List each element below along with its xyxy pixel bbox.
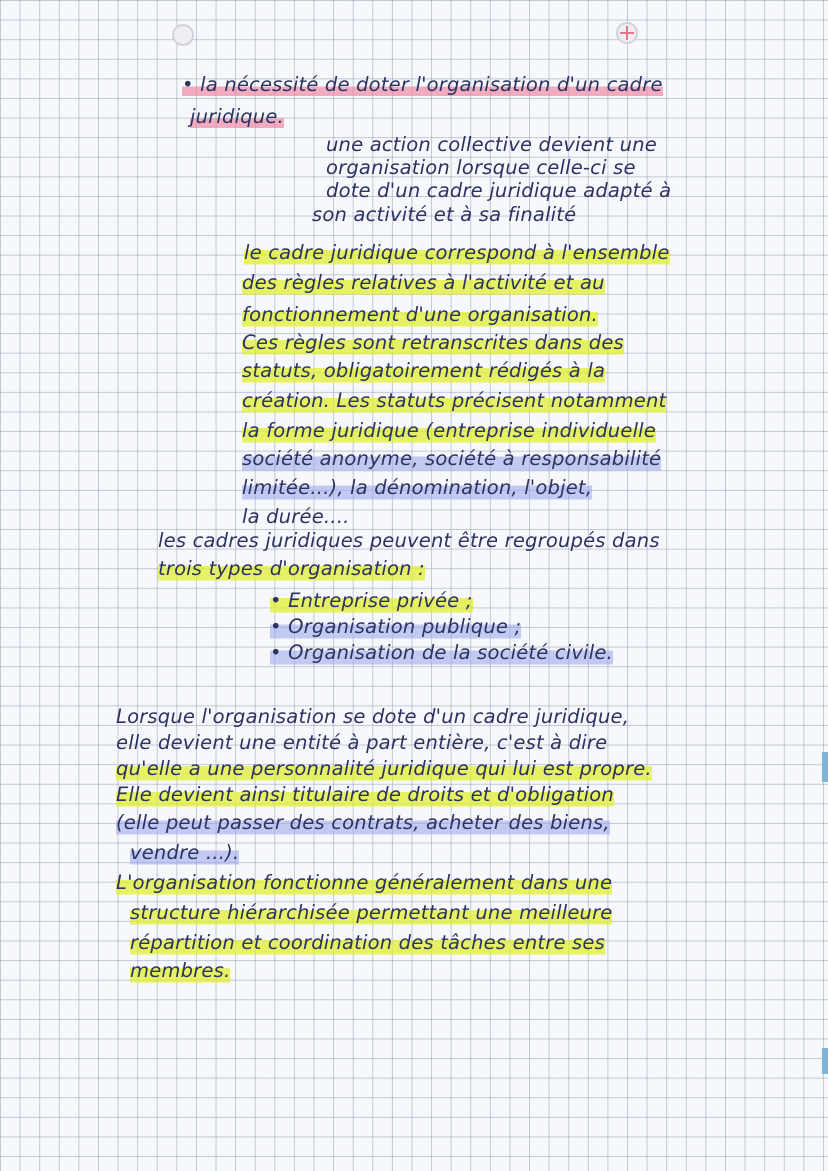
section-heading: • la nécessité de doter l'organisation d'un cadre — [182, 73, 663, 96]
text-line: la forme juridique (entreprise individuelle — [242, 419, 656, 442]
punch-hole — [172, 24, 194, 46]
list-item: • Entreprise privée ; — [270, 589, 473, 612]
page-edge-tab — [822, 752, 828, 782]
text-line: la durée.... — [242, 505, 350, 528]
text-line: structure hiérarchisée permettant une meilleure — [130, 901, 613, 924]
text-line: elle devient une entité à part entière, c'est à dire — [116, 731, 608, 754]
text-line: création. Les statuts précisent notamment — [242, 389, 667, 412]
text-line: limitée...), la dénomination, l'objet, — [242, 476, 593, 499]
text-line: Lorsque l'organisation se dote d'un cadre juridique, — [116, 705, 630, 728]
text-line: vendre ...). — [130, 841, 240, 864]
punch-hole-marked — [616, 22, 638, 44]
text-line: membres. — [130, 959, 231, 982]
text-line: Ces règles sont retranscrites dans des — [242, 331, 624, 354]
text-line: des règles relatives à l'activité et au — [242, 271, 605, 294]
page-edge-tab — [822, 1048, 828, 1074]
text-line: dote d'un cadre juridique adapté à — [326, 179, 672, 202]
text-line: fonctionnement d'une organisation. — [242, 303, 598, 326]
section-heading-cont: juridique. — [190, 105, 284, 128]
text-line: une action collective devient une — [326, 133, 657, 156]
text-line: Elle devient ainsi titulaire de droits et d'obligation — [116, 783, 614, 806]
text-line: trois types d'organisation : — [158, 557, 425, 580]
text-line: répartition et coordination des tâches entre ses — [130, 931, 605, 954]
text-line: statuts, obligatoirement rédigés à la — [242, 359, 606, 382]
text-line: les cadres juridiques peuvent être regroupés dans — [158, 529, 660, 552]
text-line: L'organisation fonctionne généralement dans une — [116, 871, 613, 894]
text-line: son activité et à sa finalité — [312, 203, 577, 226]
text-line: qu'elle a une personnalité juridique qui lui est propre. — [116, 757, 652, 780]
list-item: • Organisation publique ; — [270, 615, 522, 638]
text-line: organisation lorsque celle-ci se — [326, 156, 636, 179]
text-line: société anonyme, société à responsabilité — [242, 447, 662, 470]
text-line: le cadre juridique correspond à l'ensemble — [244, 241, 670, 264]
list-item: • Organisation de la société civile. — [270, 641, 613, 664]
text-line: (elle peut passer des contrats, acheter des biens, — [116, 811, 610, 834]
